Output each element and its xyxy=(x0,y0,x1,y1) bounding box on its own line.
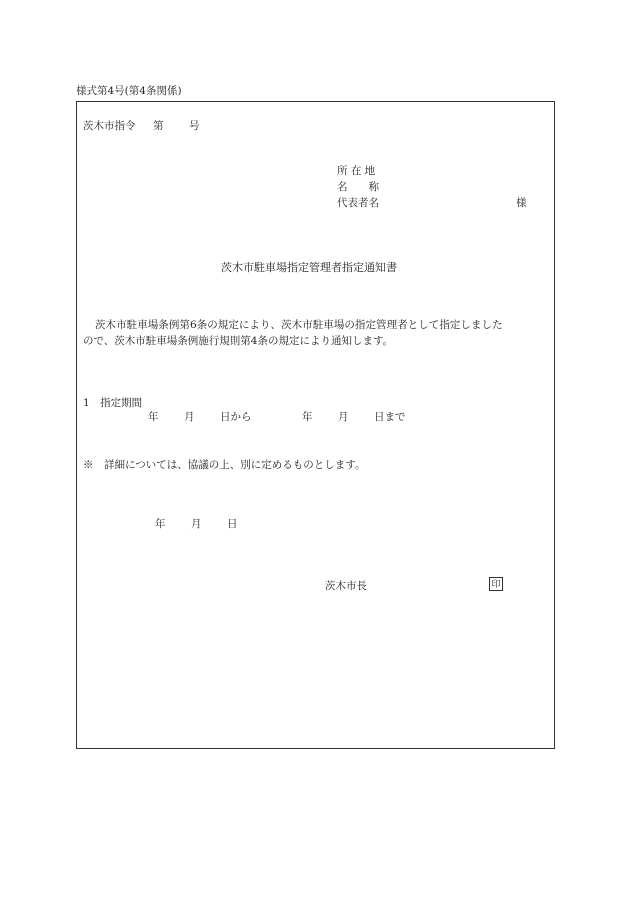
body-text-line-2: ので、茨木市駐車場条例施行規則第4条の規定により通知します。 xyxy=(83,335,394,347)
issue-day: 日 xyxy=(227,518,238,530)
note-text: ※ 詳細については、協議の上、別に定めるものとします。 xyxy=(83,459,366,471)
representative-label: 代表者名 xyxy=(337,197,379,209)
body-text-line-1: 茨木市駐車場条例第6条の規定により、茨木市駐車場の指定管理者として指定しました xyxy=(95,319,503,331)
period-end-day: 日まで xyxy=(374,411,406,423)
location-label: 所 在 地 xyxy=(337,165,376,177)
period-start-month: 月 xyxy=(184,411,195,423)
doc-number-prefix: 茨木市指令 xyxy=(83,120,136,132)
mayor-signature: 茨木市長 xyxy=(325,580,367,592)
form-label: 様式第4号(第4条関係) xyxy=(76,85,182,97)
seal-icon: 印 xyxy=(489,577,503,591)
honorific: 様 xyxy=(516,197,527,209)
period-start-day: 日から xyxy=(220,411,252,423)
period-end-month: 月 xyxy=(338,411,349,423)
period-start-year: 年 xyxy=(148,411,159,423)
issue-month: 月 xyxy=(191,518,202,530)
doc-number-mid: 第 xyxy=(153,120,164,132)
period-end-year: 年 xyxy=(302,411,313,423)
issue-year: 年 xyxy=(155,518,166,530)
name-label: 名 称 xyxy=(337,181,379,193)
period-heading: 1 指定期間 xyxy=(83,397,143,409)
document-title: 茨木市駐車場指定管理者指定通知書 xyxy=(221,261,397,274)
doc-number-suffix: 号 xyxy=(189,120,200,132)
document-frame xyxy=(76,101,555,749)
